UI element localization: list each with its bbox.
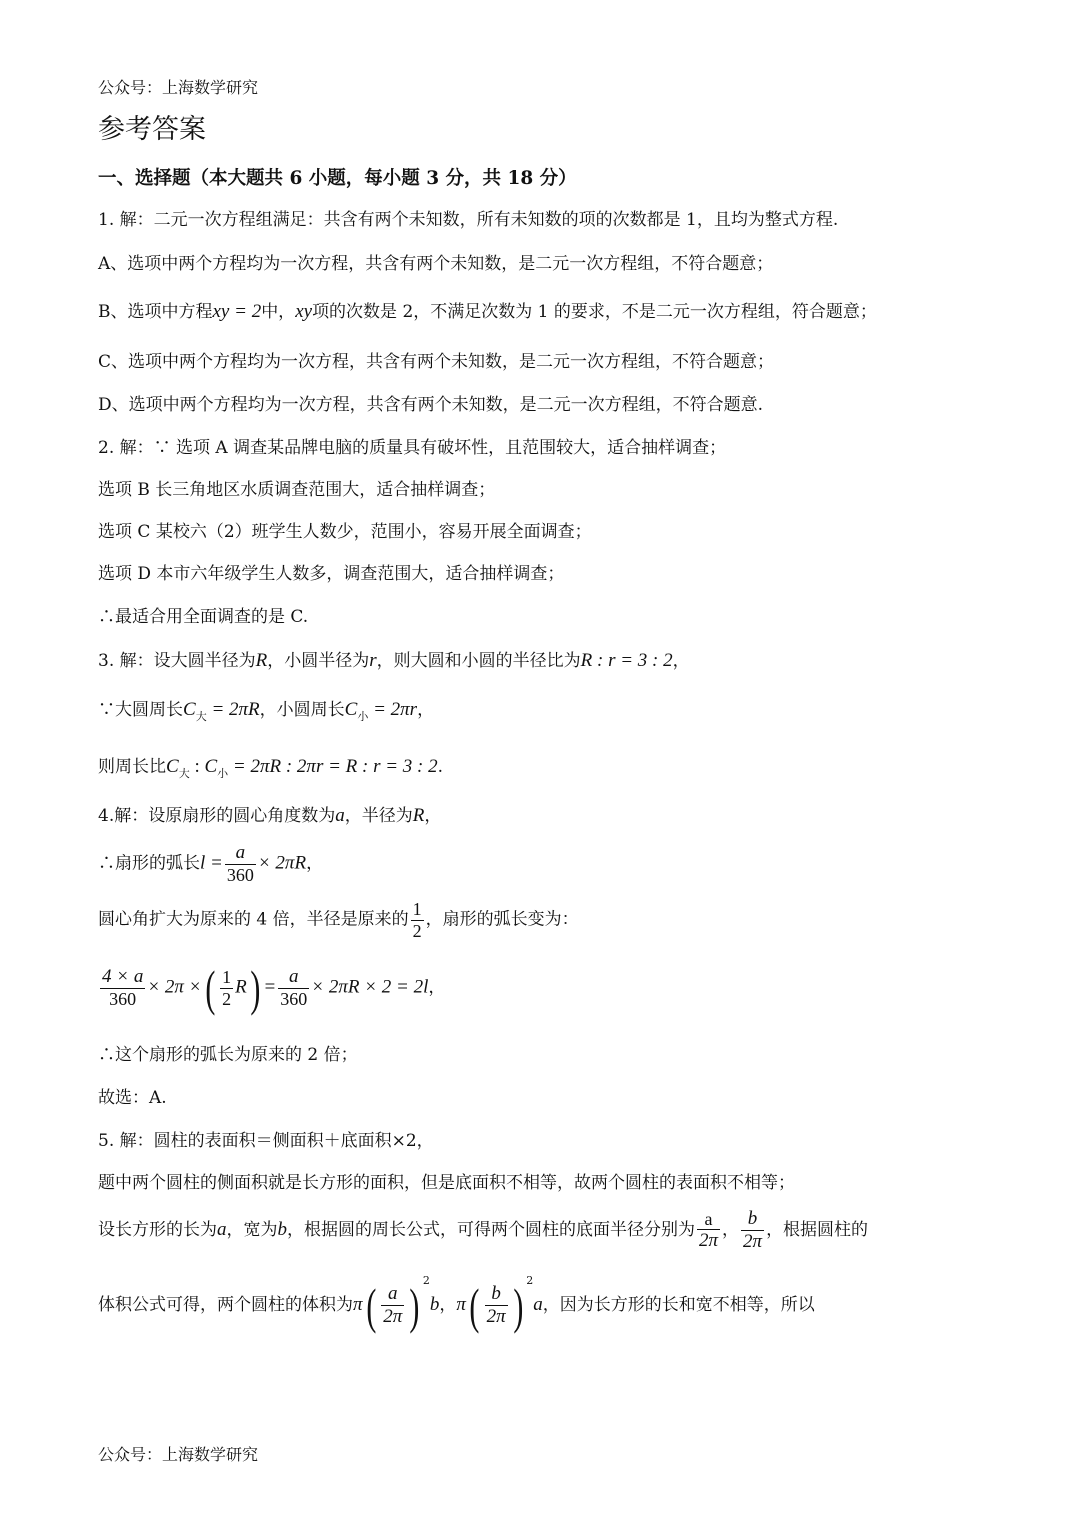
math-expression: a <box>217 1218 227 1240</box>
numerator: b <box>741 1208 764 1231</box>
fraction <box>381 1283 404 1328</box>
numerator: a <box>697 1209 720 1231</box>
fraction <box>225 842 256 886</box>
right-paren: ) <box>409 1277 420 1334</box>
q4-line-1 <box>98 806 441 825</box>
math-expression: R : r = 3 : 2 <box>580 650 673 671</box>
page-header: 公众号：上海数学研究 <box>98 78 259 97</box>
numerator: b <box>485 1283 508 1306</box>
numerator: a <box>225 842 256 865</box>
right-paren: ) <box>250 960 261 1016</box>
symbol: C <box>166 756 179 777</box>
page-footer: 公众号：上海数学研究 <box>98 1445 259 1464</box>
math-expression <box>183 699 260 723</box>
text: ， <box>439 1295 457 1315</box>
fraction <box>741 1208 764 1253</box>
denominator: 2 <box>412 920 422 941</box>
denominator: 360 <box>226 864 254 885</box>
math-expression <box>166 756 438 780</box>
denominator: 2π <box>383 1306 403 1327</box>
math-expression: a <box>335 805 345 826</box>
denominator: 2π <box>743 1230 763 1252</box>
text: ，扇形的弧长变为： <box>425 909 579 930</box>
math-expression: b <box>429 1294 440 1315</box>
text: ，宽为 <box>226 1219 278 1240</box>
math-expression: R <box>255 650 268 671</box>
text: 则周长比 <box>98 757 166 777</box>
math-expression: R <box>412 805 425 826</box>
denominator: 2π <box>486 1306 506 1327</box>
symbol: C <box>183 699 196 720</box>
section-heading: 一、选择题（本大题共 6 小题，每小题 3 分，共 18 分） <box>98 168 577 189</box>
exponent: 2 <box>526 1274 534 1287</box>
q3-line-2 <box>98 699 435 723</box>
text: . <box>437 757 444 777</box>
left-paren: ( <box>365 1277 376 1334</box>
q1-option-a: A、选项中两个方程均为一次方程，共含有两个未知数，是二元一次方程组，不符合题意； <box>98 254 774 274</box>
text: ∵大圆周长 <box>98 700 183 720</box>
symbol: C <box>204 756 218 777</box>
fraction <box>485 1283 508 1328</box>
math-expression: = <box>263 976 277 998</box>
q1-option-d: D、选项中两个方程均为一次方程，共含有两个未知数，是二元一次方程组，不符合题意. <box>98 395 764 415</box>
text: ， <box>672 651 690 671</box>
fraction <box>220 967 233 1009</box>
subscript: 小 <box>217 768 229 780</box>
numerator: 1 <box>412 899 422 919</box>
q5-line-1: 5. 解：圆柱的表面积＝侧面积＋底面积×2， <box>98 1131 434 1151</box>
text: 项的次数是 2，不满足次数为 1 的要求，不是二元一次方程组，符合题意； <box>312 302 877 322</box>
text: ，小圆半径为 <box>267 651 370 671</box>
exponent: 2 <box>422 1274 430 1287</box>
q1-option-c: C、选项中两个方程均为一次方程，共含有两个未知数，是二元一次方程组，不符合题意； <box>98 352 775 372</box>
math-expression: × 2πR <box>257 852 307 874</box>
denominator: 2π <box>699 1230 719 1252</box>
text: ，小圆周长 <box>259 700 345 720</box>
q2-line-4: 选项 D 本市六年级学生人数多，调查范围大，适合抽样调查； <box>98 564 565 584</box>
numerator: a <box>278 966 309 989</box>
math-expression: π <box>456 1294 466 1315</box>
left-paren: ( <box>204 960 215 1016</box>
q4-line-5: ∴这个扇形的弧长为原来的 2 倍； <box>98 1045 358 1065</box>
text: ，则大圆和小圆的半径比为 <box>376 651 581 671</box>
text: ， <box>424 806 442 826</box>
text: ， <box>306 853 324 874</box>
text: 3. 解：设大圆半径为 <box>98 651 256 671</box>
math-expression: r <box>369 650 377 671</box>
math-expression: xy <box>295 301 313 322</box>
q1-option-b <box>98 302 877 321</box>
subscript: 小 <box>357 711 369 723</box>
fraction <box>100 966 145 1010</box>
text: B、选项中方程 <box>98 302 213 322</box>
symbol: = 2πR : 2πr = R : r = 3 : 2 <box>228 756 438 777</box>
math-expression <box>344 699 418 723</box>
math-expression: xy = 2 <box>212 301 262 322</box>
q2-line-2: 选项 B 长三角地区水质调查范围大，适合抽样调查； <box>98 480 496 500</box>
text: ， <box>428 977 446 998</box>
text: 4.解：设原扇形的圆心角度数为 <box>98 806 336 826</box>
fraction <box>278 966 309 1010</box>
fraction <box>697 1209 720 1253</box>
q4-answer: 故选：A. <box>98 1088 167 1108</box>
numerator: a <box>381 1283 404 1306</box>
left-paren: ( <box>469 1277 480 1334</box>
denominator: 360 <box>109 989 137 1010</box>
q5-line-2: 题中两个圆柱的侧面积就是长方形的面积，但是底面积不相等，故两个圆柱的表面积不相等； <box>98 1173 795 1193</box>
denominator: 360 <box>280 989 308 1010</box>
numerator: 1 <box>222 966 232 987</box>
math-expression: × 2πR × 2 = 2l <box>311 976 429 998</box>
page-title: 参考答案 <box>98 114 206 145</box>
q1-intro: 1. 解：二元一次方程组满足：共含有两个未知数，所有未知数的项的次数都是 1，且均为整式方程. <box>98 210 839 230</box>
q4-line-4 <box>98 960 446 1016</box>
math-expression: l = <box>200 852 223 874</box>
denominator: 2 <box>222 988 232 1009</box>
symbol: C <box>344 699 358 720</box>
q2-line-3: 选项 C 某校六（2）班学生人数少，范围小，容易开展全面调查； <box>98 522 592 542</box>
text: ，根据圆柱的 <box>766 1219 869 1240</box>
text: 圆心角扩大为原来的 4 倍，半径是原来的 <box>98 909 409 930</box>
text: ， <box>722 1219 740 1240</box>
text: 设长方形的长为 <box>98 1219 217 1240</box>
subscript: 大 <box>195 711 207 723</box>
numerator: 4 × a <box>102 966 144 988</box>
text: ，因为长方形的长和宽不相等，所以 <box>542 1295 815 1315</box>
symbol: = 2πr <box>368 699 418 720</box>
text: ，半径为 <box>344 806 413 826</box>
math-expression: π <box>353 1294 363 1315</box>
q2-conclusion: ∴最适合用全面调查的是 C. <box>98 607 309 627</box>
text: 体积公式可得，两个圆柱的体积为 <box>98 1295 353 1315</box>
math-expression: b <box>277 1218 287 1240</box>
math-expression: × 2π × <box>147 976 202 998</box>
math-expression: a <box>533 1294 543 1315</box>
q5-line-3 <box>98 1208 868 1253</box>
q3-line-3 <box>98 756 444 780</box>
fraction <box>411 899 424 941</box>
math-expression: R <box>235 976 247 998</box>
q4-line-3 <box>98 899 579 941</box>
text: 中， <box>261 302 296 322</box>
right-paren: ) <box>512 1277 523 1334</box>
q2-line-1: 2. 解：∵ 选项 A 调查某品牌电脑的质量具有破坏性，且范围较大，适合抽样调查； <box>98 438 727 458</box>
text: ， <box>417 700 435 720</box>
q3-line-1 <box>98 651 690 670</box>
symbol: : <box>189 756 205 777</box>
text: ，根据圆的周长公式，可得两个圆柱的底面半径分别为 <box>287 1219 695 1240</box>
text: ∴扇形的弧长 <box>98 853 200 874</box>
q4-line-2 <box>98 842 323 886</box>
symbol: = 2πR <box>206 699 260 720</box>
q5-line-4 <box>98 1274 815 1334</box>
subscript: 大 <box>178 768 190 780</box>
